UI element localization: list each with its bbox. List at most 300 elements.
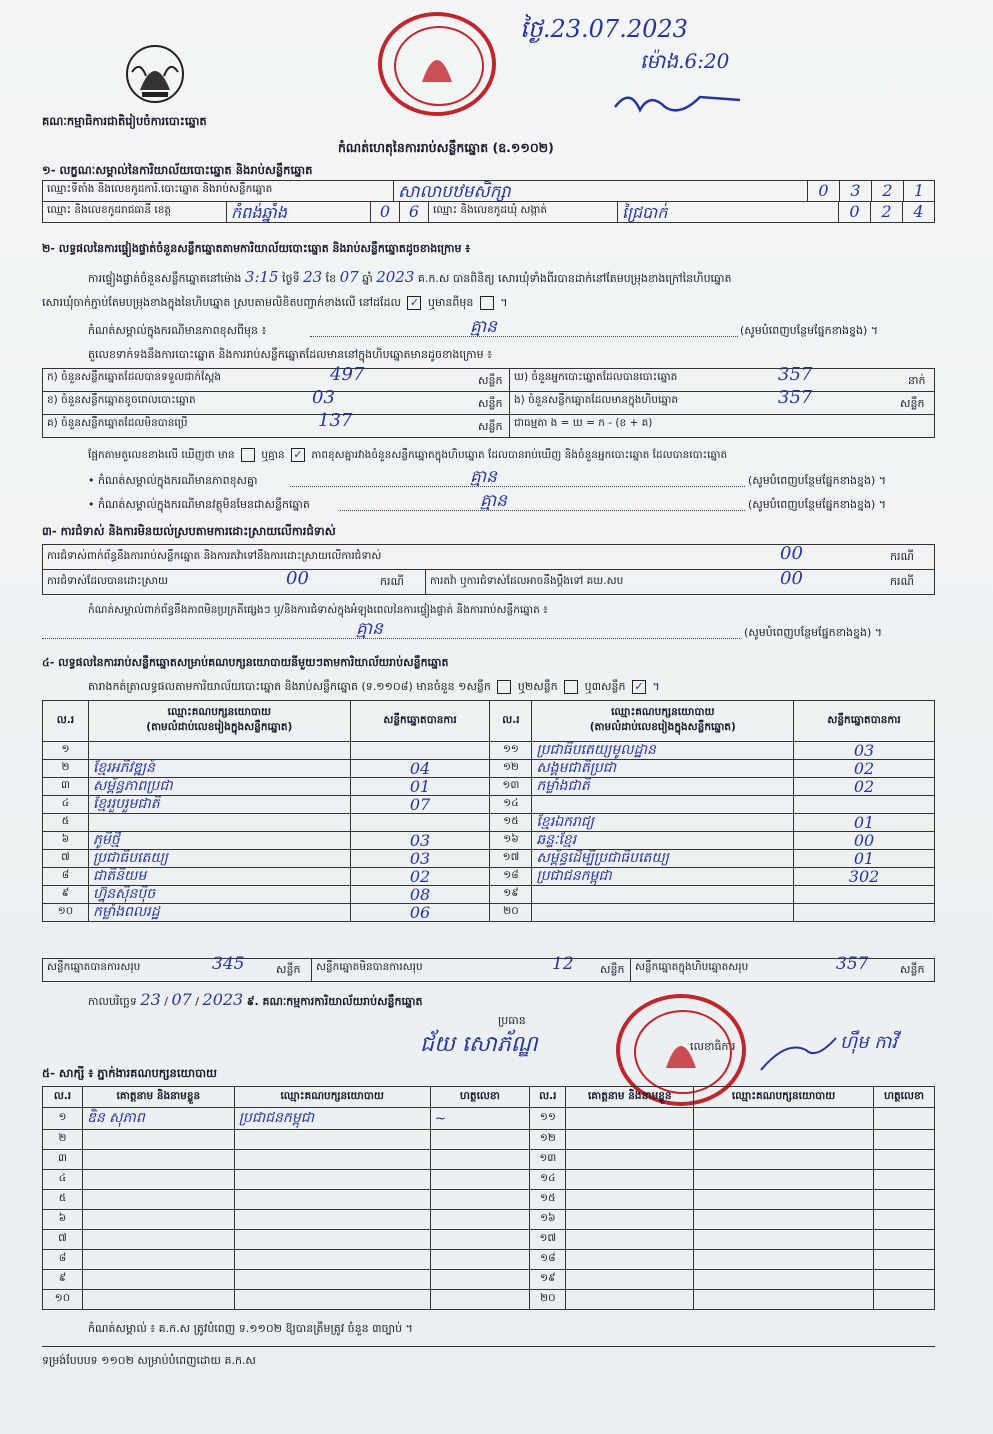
result-party <box>88 742 350 760</box>
witness-no: ១៥ <box>530 1190 566 1210</box>
witness-signature <box>430 1290 530 1310</box>
result-no: ១៥ <box>490 814 532 832</box>
witness-signature <box>873 1150 934 1170</box>
witness-name <box>82 1170 234 1190</box>
w-col-sig-left: ហត្ថលេខា <box>430 1087 530 1108</box>
sheets-3-label: ឬ៣សន្លឹក <box>584 680 626 693</box>
objection-row3 <box>425 569 935 595</box>
table-row <box>43 868 935 886</box>
verify-month: 07 <box>339 268 359 286</box>
witness-party <box>234 1150 430 1170</box>
result-votes <box>350 742 490 760</box>
witness-name <box>82 1230 234 1250</box>
seal-checkbox[interactable]: ✓ <box>407 296 421 310</box>
witness-party <box>234 1210 430 1230</box>
witness-name: ឌិន សុភាព <box>82 1108 234 1130</box>
witness-party <box>694 1170 874 1190</box>
witness-signature <box>430 1250 530 1270</box>
note3-line <box>340 510 745 511</box>
result-party: ជាតិនិយម <box>88 868 350 886</box>
fill-hint-3: (សូមបំពេញបន្ថែមផ្នែកខាងខ្នង) ។ <box>748 498 887 511</box>
witness-party <box>234 1130 430 1150</box>
col-no-right: ល.រ <box>490 701 532 742</box>
verify-day: 23 <box>303 268 323 286</box>
witness-name <box>566 1230 694 1250</box>
result-votes: 00 <box>794 832 935 850</box>
witness-signature <box>430 1170 530 1190</box>
sheets-2-checkbox[interactable] <box>564 680 578 694</box>
count-e-row <box>509 391 935 415</box>
witness-name <box>566 1170 694 1190</box>
section4-heading: ៤- លទ្ធផលនៃការរាប់សន្លឹកឆ្នោតសម្រាប់គណបក្សនយោបាយនីមួយៗតាមការិយាល័យរាប់សន្លឹកឆ្នោត <box>42 656 449 669</box>
diff-yes-checkbox[interactable] <box>241 448 255 462</box>
result-party: ហ្វ៊ុនស៊ិនប៉ិច <box>88 886 350 904</box>
count-d-label: ឃ) ចំនួនអ្នកបោះឆ្នោតដែលបានបោះឆ្នោត <box>514 371 678 383</box>
count-b-unit: សន្លឹក <box>478 397 503 410</box>
province-label: ឈ្មោះ និងលេខកូដរាជធានី ខេត្ត <box>42 201 227 223</box>
table-row <box>43 778 935 796</box>
witness-no: ១៦ <box>530 1210 566 1230</box>
table-row <box>43 742 935 760</box>
table-row <box>43 1130 935 1150</box>
result-no: ៧ <box>43 850 89 868</box>
witness-party <box>694 1230 874 1250</box>
diff-text: ផ្អែកតាមតួលេខខាងលើ ឃើញថា មាន <box>88 449 235 461</box>
table-row <box>43 886 935 904</box>
date-label: កាលបរិច្ឆេទ <box>88 995 137 1008</box>
witness-name <box>82 1250 234 1270</box>
result-party: សម្ព័ន្ធភាពប្រជា <box>88 778 350 796</box>
witness-party <box>694 1270 874 1290</box>
table-row <box>43 904 935 922</box>
witness-signature: ~ <box>430 1108 530 1130</box>
table-row <box>43 1108 935 1130</box>
objection-row2-value: 00 <box>286 568 309 589</box>
witness-name <box>566 1250 694 1270</box>
witness-no: ១ <box>43 1108 83 1130</box>
chair-label: ប្រធាន <box>498 1014 526 1027</box>
result-party: កម្លាំងជាតិ <box>532 778 794 796</box>
witness-table <box>42 1086 935 1310</box>
note2-label: • កំណត់សម្គាល់ក្នុងករណីមានភាពខុសគ្នា <box>88 474 258 487</box>
sheets-text: តារាងកត់ត្រាលទ្ធផលតាមការិយាល័យបោះឆ្នោត និងរាប់សន្លឹកឆ្នោត (ទ.១១០៨) មានចំនួន ១សន្លឹក <box>88 680 491 693</box>
count-b-label: ខ) ចំនួនសន្លឹកឆ្នោតខូចពេលបោះឆ្នោត <box>47 394 196 406</box>
note2-line <box>290 486 745 487</box>
witness-party <box>234 1190 430 1210</box>
count-e-label: ង) ចំនួនសន្លឹកឆ្នោតដែលមានក្នុងហិបឆ្នោត <box>514 394 679 406</box>
witness-signature <box>873 1210 934 1230</box>
result-no: ៤ <box>43 796 89 814</box>
witness-no: ៤ <box>43 1170 83 1190</box>
count-b-value: 03 <box>312 387 335 408</box>
witness-header-row <box>43 1087 935 1108</box>
witness-no: ១៧ <box>530 1230 566 1250</box>
result-votes: 06 <box>350 904 490 922</box>
col-party-right <box>532 701 794 742</box>
nec-logo-icon <box>120 42 190 106</box>
witness-no: ១៤ <box>530 1170 566 1190</box>
result-no: ១១ <box>490 742 532 760</box>
result-votes: 02 <box>794 760 935 778</box>
witness-party <box>694 1108 874 1130</box>
results-table <box>42 700 935 922</box>
table-row <box>43 796 935 814</box>
witness-signature <box>873 1130 934 1150</box>
w-col-no-right: ល.រ <box>530 1087 566 1108</box>
section3-note-label: កំណត់សម្គាល់ពាក់ព័ន្ធនឹងភាពមិនប្រក្រតីផ្សេងៗ ឬ/និងការជំទាស់ក្នុងអំឡុងពេលនៃការផ្ទៀងផ្ទាត់ និងការរាប់សន្លឹកឆ្នោត ៖ <box>88 604 548 616</box>
diff-none-label: ឬគ្មាន <box>261 449 285 461</box>
witness-party <box>694 1250 874 1270</box>
witness-signature <box>873 1170 934 1190</box>
table-row <box>43 1290 935 1310</box>
result-votes: 01 <box>794 814 935 832</box>
diff-suffix: ភាពខុសគ្នារវាងចំនួនសន្លឹកឆ្នោតក្នុងហិបឆ្នោត ដែលបានរាប់ឃើញ និងចំនួនអ្នកបោះឆ្នោត ដែលបានបោះឆ្នោត <box>311 449 728 461</box>
results-header-row <box>43 701 935 742</box>
witness-name <box>82 1130 234 1150</box>
verify-prefix: ការផ្ទៀងផ្ទាត់ចំនួនសន្លឹកឆ្នោតនៅម៉ោង <box>88 272 242 285</box>
result-no: ១ <box>43 742 89 760</box>
sheets-3-checkbox[interactable]: ✓ <box>632 680 646 694</box>
objection-row3-label: ការតវ៉ា ឬការជំទាស់ដែលអាចនឹងប្ដឹងទៅ គឃ.សប <box>430 575 624 587</box>
witness-party <box>694 1210 874 1230</box>
station-label: ឈ្មោះទីតាំង និងលេខកូដការិ.បោះឆ្នោត និងរាប់សន្លឹកឆ្នោត <box>42 180 394 202</box>
count-e-value: 357 <box>778 387 813 408</box>
objection-row3-unit: ករណី <box>890 575 914 588</box>
secretary-label: លេខាធិការ <box>690 1040 736 1053</box>
footnote: កំណត់សម្គាល់ ៖ គ.ក.ស ត្រូវបំពេញ ទ.១១០២ ឱ្យបានត្រឹមត្រូវ ចំនួន ៣ច្បាប់ ។ <box>88 1322 413 1335</box>
witness-name <box>82 1150 234 1170</box>
table-row <box>43 850 935 868</box>
form-footer: ទម្រង់បែបបទ ១១០២ សម្រាប់បំពេញដោយ គ.ក.ស <box>42 1354 256 1367</box>
intro-text: តួលេខទាក់ទងនឹងការបោះឆ្នោត និងការរាប់សន្លឹកឆ្នោតដែលមាននៅក្នុងហិបឆ្នោតមានដូចខាងក្រោម ៖ <box>88 348 492 361</box>
secretary-signature: ហ៊ឹម កាវី <box>840 1032 898 1053</box>
date-day: 23 <box>140 990 161 1009</box>
witness-party <box>694 1130 874 1150</box>
province-value: កំពង់ឆ្នាំង <box>226 201 371 223</box>
witness-signature <box>430 1270 530 1290</box>
count-c-unit: សន្លឹក <box>478 420 503 433</box>
witness-party <box>234 1270 430 1290</box>
total-valid-unit: សន្លឹក <box>276 963 301 976</box>
date-line: កាលបរិច្ឆេទ 23 / 07 / 2023 ៩. គណៈកម្មការការិយាល័យរាប់សន្លឹកឆ្នោត <box>88 990 423 1009</box>
objection-row1-unit: ករណី <box>890 550 914 563</box>
formula-row <box>509 414 935 438</box>
result-votes: 03 <box>794 742 935 760</box>
stamp-emblem-bottom-icon <box>656 1024 706 1074</box>
col-party-right-sub: (តាមលំដាប់លេខរៀងក្នុងសន្លឹកឆ្នោត) <box>589 721 736 733</box>
note-label: កំណត់សម្គាល់ក្នុងករណីមានភាពខុសពីមុន ៖ <box>88 324 267 337</box>
result-no: ១៦ <box>490 832 532 850</box>
witness-signature <box>873 1230 934 1250</box>
table-row <box>43 814 935 832</box>
witness-no: ៧ <box>43 1230 83 1250</box>
seal-line: សោរឃុំចាក់ភ្ជាប់តែមបម្រុងខាងក្នុងនៃហិបឆ្នោត ស្របតាមលិខិតបញ្ជាក់ខាងលើ នៅដដែល ✓ ឬមានពីមុន ។ <box>42 296 508 309</box>
witness-signature <box>873 1250 934 1270</box>
witness-party <box>234 1170 430 1190</box>
result-votes: 02 <box>350 868 490 886</box>
commune-value: ជ្រៃបាក់ <box>617 201 839 223</box>
witness-no: ៨ <box>43 1250 83 1270</box>
witness-signature <box>430 1150 530 1170</box>
witness-signature <box>873 1190 934 1210</box>
col-votes-left: សន្លឹកឆ្នោតបានការ <box>350 701 490 742</box>
col-party-left-sub: (តាមលំដាប់លេខរៀងក្នុងសន្លឹកឆ្នោត) <box>146 721 293 733</box>
witness-signature <box>873 1290 934 1310</box>
result-party: ឆន្ទៈខ្មែរ <box>532 832 794 850</box>
total-valid-label: សន្លឹកឆ្នោតបានការសរុប <box>47 961 141 973</box>
section3-note-line <box>42 638 740 639</box>
result-votes <box>794 886 935 904</box>
section1-heading: ១- លក្ខណៈសម្គាល់នៃការិយាល័យបោះឆ្នោត និងរាប់សន្លឹកឆ្នោត <box>42 163 313 177</box>
witness-party <box>234 1230 430 1250</box>
result-votes: 302 <box>794 868 935 886</box>
formula-text: ជាធម្មតា ង = ឃ = ក - (ខ + គ) <box>514 417 653 429</box>
table-row <box>43 832 935 850</box>
date-year: 2023 <box>202 990 244 1009</box>
witness-signature <box>873 1108 934 1130</box>
total-invalid-box <box>311 958 631 982</box>
witness-name <box>82 1210 234 1230</box>
station-code-3: 2 <box>871 180 904 202</box>
station-code-2: 3 <box>839 180 872 202</box>
witness-party <box>694 1150 874 1170</box>
witness-name <box>566 1270 694 1290</box>
witness-name <box>82 1270 234 1290</box>
witness-no: ១២ <box>530 1130 566 1150</box>
handwritten-date: ថ្ងៃ.23.07.2023 <box>520 15 688 43</box>
total-box-box <box>630 958 935 982</box>
witness-name <box>82 1290 234 1310</box>
table-row <box>43 1270 935 1290</box>
handwritten-time: ម៉ោង.6:20 <box>640 49 730 73</box>
result-votes: 04 <box>350 760 490 778</box>
w-col-no-left: ល.រ <box>43 1087 83 1108</box>
result-no: ៩ <box>43 886 89 904</box>
result-votes <box>794 796 935 814</box>
sheets-line: តារាងកត់ត្រាលទ្ធផលតាមការិយាល័យបោះឆ្នោត និងរាប់សន្លឹកឆ្នោត (ទ.១១០៨) មានចំនួន ១សន្លឹក ឬ២សន្លឹក ឬ៣សន្លឹក ✓ ។ <box>88 680 660 693</box>
w-col-party-left: ឈ្មោះគណបក្សនយោបាយ <box>234 1087 430 1108</box>
result-party: ប្រជាធិបតេយ្យ <box>88 850 350 868</box>
result-no: ២០ <box>490 904 532 922</box>
note2-value: គ្មាន <box>470 467 497 487</box>
fill-hint-4: (សូមបំពេញបន្ថែមផ្នែកខាងខ្នង) ។ <box>744 626 883 639</box>
witness-party: ប្រជាជនកម្ពុជា <box>234 1108 430 1130</box>
verify-line <box>88 268 732 288</box>
count-b-row <box>42 391 510 415</box>
witness-party <box>234 1250 430 1270</box>
org-name: គណៈកម្មាធិការជាតិរៀបចំការបោះឆ្នោត <box>42 114 207 128</box>
witness-name <box>82 1190 234 1210</box>
objection-row2 <box>42 569 426 595</box>
witness-no: ៣ <box>43 1150 83 1170</box>
commune-code-3: 4 <box>902 201 935 223</box>
result-party: ប្រជាធិបតេយ្យមូលដ្ឋាន <box>532 742 794 760</box>
witness-no: ៥ <box>43 1190 83 1210</box>
count-d-row <box>509 368 935 392</box>
fill-hint-1: (សូមបំពេញបន្ថែមផ្នែកខាងខ្នង) ។ <box>740 324 879 337</box>
verify-year: 2023 <box>376 268 415 286</box>
witness-no: ១៣ <box>530 1150 566 1170</box>
result-party <box>88 814 350 832</box>
province-code-2: 6 <box>399 201 429 223</box>
commune-label: ឈ្មោះ និងលេខកូដឃុំ សង្កាត់ <box>428 201 618 223</box>
witness-signature <box>873 1270 934 1290</box>
result-no: ៦ <box>43 832 89 850</box>
witness-signature <box>430 1130 530 1150</box>
diff-none-checkbox[interactable]: ✓ <box>291 448 305 462</box>
result-no: ៣ <box>43 778 89 796</box>
secretary-sig-stroke <box>756 1030 846 1080</box>
chair-signature: ជ័យ សោភ័ណ្ឌ <box>420 1032 538 1057</box>
station-value: សាលាបឋមសិក្សា <box>393 180 808 202</box>
witness-signature <box>430 1190 530 1210</box>
result-party <box>532 796 794 814</box>
witness-no: ១៩ <box>530 1270 566 1290</box>
year-label: ឆ្នាំ <box>362 272 373 285</box>
seal-text: សោរឃុំចាក់ភ្ជាប់តែមបម្រុងខាងក្នុងនៃហិបឆ្នោត ស្របតាមលិខិតបញ្ជាក់ខាងលើ នៅដដែល <box>42 296 401 309</box>
witness-signature <box>430 1230 530 1250</box>
result-votes: 08 <box>350 886 490 904</box>
result-party: សម្ព័ន្ធដើម្បីប្រជាធិបតេយ្យ <box>532 850 794 868</box>
witness-signature <box>430 1210 530 1230</box>
total-valid-box <box>42 958 312 982</box>
result-votes: 03 <box>350 832 490 850</box>
date-month: 07 <box>171 990 192 1009</box>
total-invalid-label: សន្លឹកឆ្នោតមិនបានការសរុប <box>316 961 423 973</box>
note-value: គ្មាន <box>470 317 497 337</box>
note-line <box>310 336 738 337</box>
witness-party <box>694 1190 874 1210</box>
commune-code-1: 0 <box>838 201 871 223</box>
table-row <box>43 1190 935 1210</box>
total-invalid-value: 12 <box>552 954 574 974</box>
col-party-left-title: ឈ្មោះគណបក្សនយោបាយ <box>167 706 271 718</box>
count-c-value: 137 <box>318 410 353 431</box>
stamp-emblem-icon <box>412 38 462 88</box>
count-a-value: 497 <box>330 364 365 385</box>
witness-no: ២ <box>43 1130 83 1150</box>
result-votes: 01 <box>794 850 935 868</box>
total-valid-value: 345 <box>212 954 245 974</box>
w-col-name-left: គោត្តនាម និងនាមខ្លួន <box>82 1087 234 1108</box>
seal-yes-label: ឬមានពីមុន <box>427 296 474 309</box>
result-party: ខ្មែរអភិវឌ្ឍន៍ <box>88 760 350 778</box>
total-box-value: 357 <box>836 954 869 974</box>
result-party: ខ្មែររួបរួមជាតិ <box>88 796 350 814</box>
section2-heading: ២- លទ្ធផលនៃការផ្ទៀងផ្ទាត់ចំនួនសន្លឹកឆ្នោតតាមការិយាល័យបោះឆ្នោត និងរាប់សន្លឹកឆ្នោតដូចខាងក្រោម ៖ <box>42 242 471 255</box>
result-party <box>532 904 794 922</box>
witness-no: ១១ <box>530 1108 566 1130</box>
result-votes: 01 <box>350 778 490 796</box>
count-d-value: 357 <box>778 364 813 385</box>
col-no-left: ល.រ <box>43 701 89 742</box>
objection-row1-label: ការជំទាស់ពាក់ព័ន្ធនឹងការរាប់សន្លឹកឆ្នោត និងការតវ៉ាទៅនឹងការដោះស្រាយលើការជំទាស់ <box>47 550 382 562</box>
count-a-row <box>42 368 510 392</box>
objection-row1-value: 00 <box>780 543 803 564</box>
table-row <box>43 1210 935 1230</box>
result-votes: 07 <box>350 796 490 814</box>
section3-heading: ៣- ការជំទាស់ និងការមិនយល់ស្របតាមការដោះស្រាយលើការជំទាស់ <box>42 524 336 538</box>
station-code-4: 1 <box>903 180 935 202</box>
table-row <box>43 760 935 778</box>
result-no: ៨ <box>43 868 89 886</box>
section3-note-value: គ្មាន <box>356 619 383 639</box>
seal-checkbox-2[interactable] <box>480 296 494 310</box>
result-votes <box>794 904 935 922</box>
verify-time: 3:15 <box>244 268 279 286</box>
result-votes <box>350 814 490 832</box>
commune-code-2: 2 <box>870 201 903 223</box>
result-no: ១៧ <box>490 850 532 868</box>
result-no: ២ <box>43 760 89 778</box>
province-code-1: 0 <box>370 201 400 223</box>
result-no: ១៩ <box>490 886 532 904</box>
witness-party <box>234 1290 430 1310</box>
result-no: ១០ <box>43 904 89 922</box>
committee-label: ៩. គណៈកម្មការការិយាល័យរាប់សន្លឹកឆ្នោត <box>246 995 423 1008</box>
diff-line <box>88 448 727 464</box>
witness-no: ២០ <box>530 1290 566 1310</box>
result-party: ប្រជាជនកម្ពុជា <box>532 868 794 886</box>
table-row <box>43 1150 935 1170</box>
result-no: ១៣ <box>490 778 532 796</box>
month-label: ខែ <box>325 272 337 285</box>
count-a-label: ក) ចំនួនសន្លឹកឆ្នោតដែលបានទទួលជាក់ស្តែង <box>47 371 222 383</box>
day-label: ថ្ងៃទី <box>282 272 300 285</box>
witness-name <box>566 1290 694 1310</box>
result-votes: 03 <box>350 850 490 868</box>
w-col-sig-right: ហត្ថលេខា <box>873 1087 934 1108</box>
w-col-name-right: គោត្តនាម និងនាមខ្លួន <box>566 1087 694 1108</box>
table-row <box>43 1170 935 1190</box>
result-party: ភូមិថ្មី <box>88 832 350 850</box>
sheets-2-label: ឬ២សន្លឹក <box>517 680 558 693</box>
form-title: កំណត់ហេតុនៃការរាប់សន្លឹកឆ្នោត (ឧ.១១០២) <box>338 140 554 155</box>
sheets-1-checkbox[interactable] <box>497 680 511 694</box>
col-votes-right: សន្លឹកឆ្នោតបានការ <box>794 701 935 742</box>
count-a-unit: សន្លឹក <box>478 374 503 387</box>
result-no: ១៨ <box>490 868 532 886</box>
witness-no: ៦ <box>43 1210 83 1230</box>
count-c-label: គ) ចំនួនសន្លឹកឆ្នោតដែលមិនបានប្រើ <box>47 417 188 429</box>
result-party: សង្គមជាតិប្រជា <box>532 760 794 778</box>
objection-row3-value: 00 <box>780 568 803 589</box>
col-party-right-title: ឈ្មោះគណបក្សនយោបាយ <box>611 706 715 718</box>
col-party-left <box>88 701 350 742</box>
total-box-unit: សន្លឹក <box>900 963 925 976</box>
section5-heading: ៥- សាក្សី ៖ ភ្នាក់ងារគណបក្សនយោបាយ <box>42 1066 217 1080</box>
total-box-label: សន្លឹកឆ្នោតក្នុងហិបឆ្នោតសរុប <box>635 961 749 973</box>
objection-row2-label: ការជំទាស់ដែលបានដោះស្រាយ <box>47 575 169 587</box>
note3-label: • កំណត់សម្គាល់ក្នុងករណីមានវត្ថុមិនមែនជាសន្លឹកឆ្នោត <box>88 498 310 511</box>
witness-no: ១៨ <box>530 1250 566 1270</box>
note3-value: គ្មាន <box>480 491 507 511</box>
table-row <box>43 1230 935 1250</box>
witness-name <box>566 1210 694 1230</box>
station-code-1: 0 <box>807 180 840 202</box>
total-invalid-unit: សន្លឹក <box>600 963 625 976</box>
footer-divider <box>42 1346 935 1347</box>
objection-row2-unit: ករណី <box>380 575 404 588</box>
result-no: ៥ <box>43 814 89 832</box>
witness-name <box>566 1190 694 1210</box>
result-votes: 02 <box>794 778 935 796</box>
top-signature <box>610 82 770 122</box>
witness-no: ១០ <box>43 1290 83 1310</box>
count-c-row <box>42 414 510 438</box>
table-row <box>43 1250 935 1270</box>
witness-name <box>566 1130 694 1150</box>
